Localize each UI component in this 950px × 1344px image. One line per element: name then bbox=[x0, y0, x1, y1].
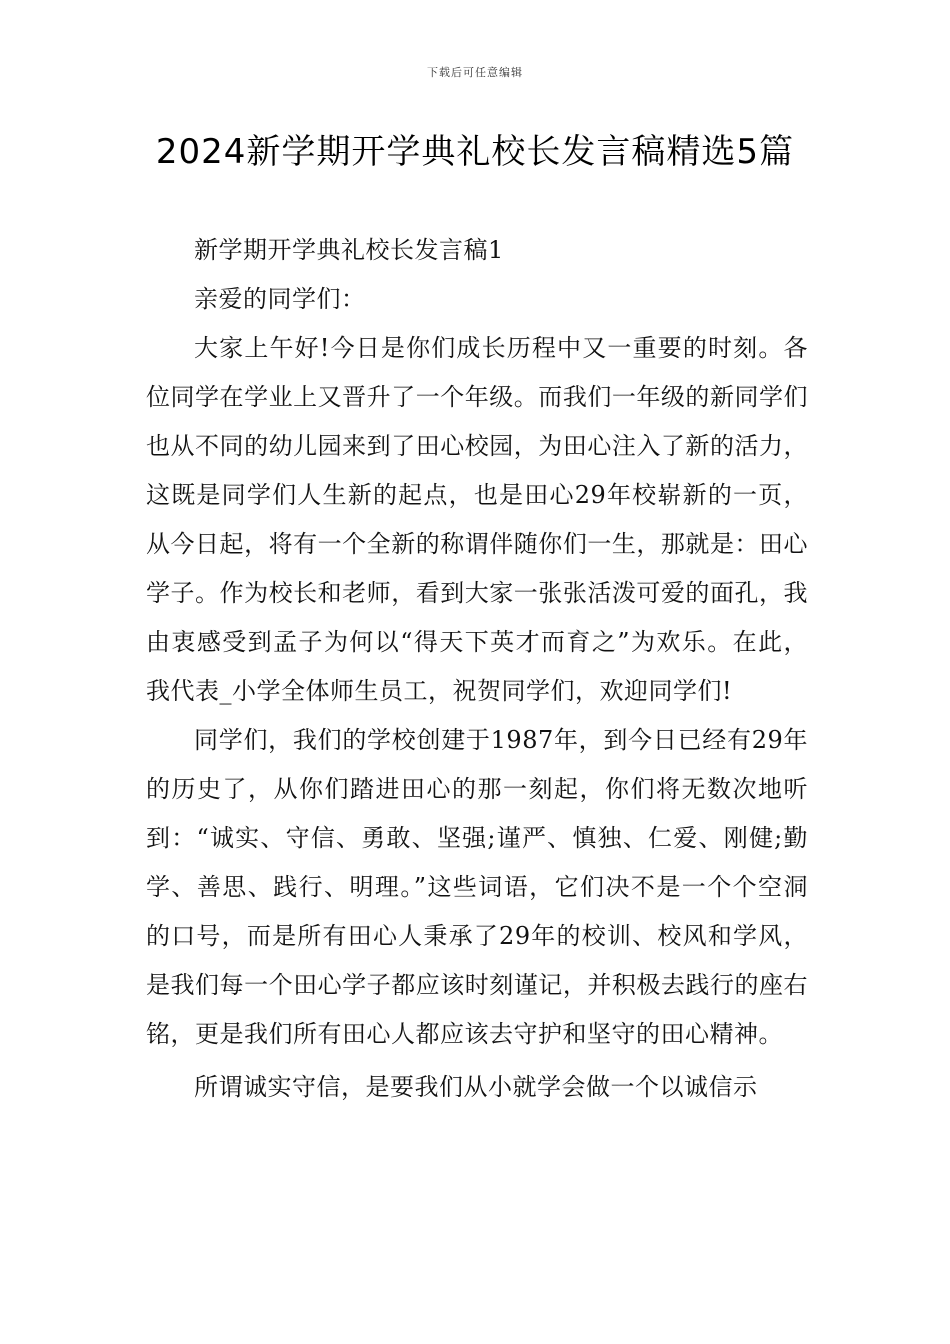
salutation: 亲爱的同学们： bbox=[194, 285, 366, 313]
paragraph: 大家上午好!今日是你们成长历程中又一重要的时刻。各位同学在学业上又晋升了一个年级。而我们一年级的新同学们也从不同的幼儿园来到了田心校园，为田心注入了新的活力，这既是同学们人生新的起点，也是田心29年校崭新的一页，从今日起，将有一个全新的称谓伴随你们一生，那就是：田心学子。作为校长和老师，看到大家一张张活泼可爱的面孔，我由衷感受到孟子为何以“得天下英才而育之”为欢乐。在此，我代表_小学全体师生员工，祝贺同学们，欢迎同学们! bbox=[146, 334, 808, 705]
header-note: 下载后可任意编辑 bbox=[427, 66, 523, 79]
paragraph: 同学们，我们的学校创建于1987年，到今日已经有29年的历史了，从你们踏进田心的那一刻起，你们将无数次地听到：“诚实、守信、勇敢、坚强;谨严、慎独、仁爱、刚健;勤学、善思、践行、明理。”这些词语，它们决不是一个个空洞的口号，而是所有田心人秉承了29年的校训、校风和学风，是我们每一个田心学子都应该时刻谨记，并积极去践行的座右铭，更是我们所有田心人都应该去守护和坚守的田心精神。 bbox=[146, 726, 808, 1048]
section-heading: 新学期开学典礼校长发言稿1 bbox=[194, 236, 504, 264]
document-title: 2024新学期开学典礼校长发言稿精选5篇 bbox=[155, 132, 795, 172]
paragraph: 所谓诚实守信，是要我们从小就学会做一个以诚信示 bbox=[194, 1073, 758, 1101]
document-body bbox=[146, 226, 808, 1112]
